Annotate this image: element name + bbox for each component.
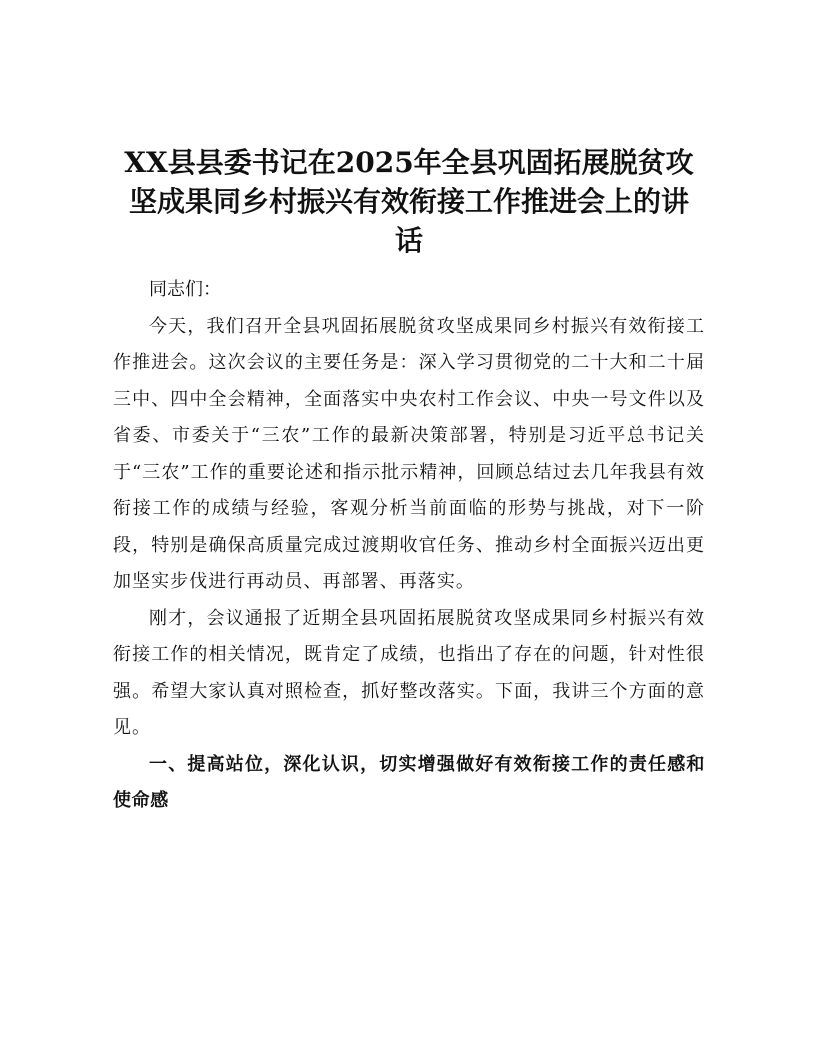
salutation: 同志们： [149,279,221,300]
paragraph-opening: 今天，我们召开全县巩固拓展脱贫攻坚成果同乡村振兴有效衔接工作推进会。这次会议的主要任务是：深入学习贯彻党的二十大和二十届三中、四中全会精神，全面落实中央农村工作会议、中央一号文件以及省委、市委关于“三农”工作的最新决策部署，特别是习近平总书记关于“三农”工作的重要论述和指示批示精神，回顾总结过去几年我县有效衔接工作的成绩与经验，客观分析当前面临的形势与挑战，对下一阶段，特别是确保高质量完成过渡期收官任务、推动乡村全面振兴迈出更加坚实步伐进行再动员、再部署、再落实。 [113,315,706,592]
title-line-3: 话 [394,224,423,257]
title-line-2: 坚成果同乡村振兴有效衔接工作推进会上的讲 [128,185,689,218]
document-body [113,143,705,820]
document-title [113,143,705,260]
section-heading-1: 一、提高站位，深化认识，切实增强做好有效衔接工作的责任感和使命感 [113,753,705,811]
paragraph-briefing: 刚才，会议通报了近期全县巩固拓展脱贫攻坚成果同乡村振兴有效衔接工作的相关情况，既肯定了成绩，也指出了存在的问题，针对性很强。希望大家认真对照检查，抓好整改落实。下面，我讲三个方面的意见。 [113,607,705,738]
title-line-1: XX县县委书记在2025年全县巩固拓展脱贫攻 [124,146,694,179]
